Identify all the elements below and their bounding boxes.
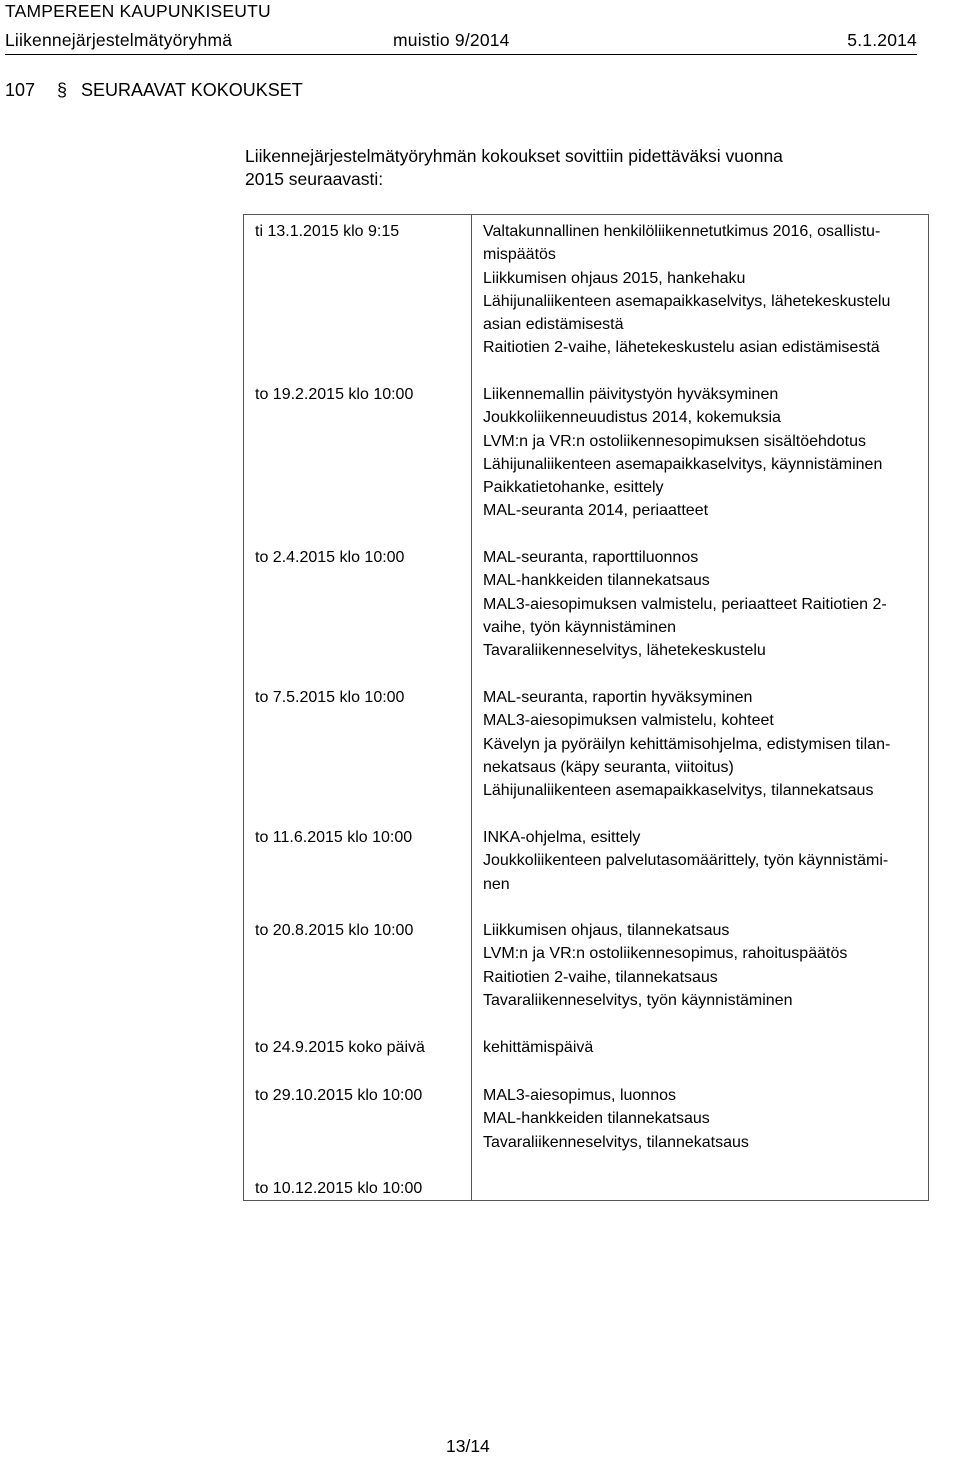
agenda-line: nen <box>483 875 510 893</box>
agenda-line: Tavaraliikenneselvitys, työn käynnistäminen <box>483 991 793 1009</box>
agenda-line: Kävelyn ja pyöräilyn kehittämisohjelma, edistymisen tilan- <box>483 735 891 753</box>
meeting-date: ti 13.1.2015 klo 9:15 <box>255 223 400 240</box>
agenda-line: vaihe, työn käynnistäminen <box>483 618 676 636</box>
agenda-line: nekatsaus (käpy seuranta, viitoitus) <box>483 758 734 776</box>
agenda-line: Liikennemallin päivitystyön hyväksyminen <box>483 386 779 403</box>
agenda-line: Lähijunaliikenteen asemapaikkaselvitys, lähetekeskustelu <box>483 292 891 310</box>
meeting-date: to 20.8.2015 klo 10:00 <box>255 922 414 939</box>
intro-line: Liikennejärjestelmätyöryhmän kokoukset sovittiin pidettäväksi vuonna <box>245 146 783 166</box>
header-date: 5.1.2014 <box>847 30 917 50</box>
column-divider <box>471 215 472 1200</box>
meeting-date: to 11.6.2015 klo 10:00 <box>255 829 413 846</box>
header-organization: TAMPEREEN KAUPUNKISEUTU <box>5 1 271 21</box>
intro-line: 2015 seuraavasti: <box>245 169 384 189</box>
agenda-line: Lähijunaliikenteen asemapaikkaselvitys, käynnistäminen <box>483 455 883 473</box>
page-number: 13/14 <box>446 1436 490 1456</box>
section-title: SEURAAVAT KOKOUKSET <box>81 80 303 100</box>
meeting-agenda <box>483 1036 923 1059</box>
agenda-line: Paikkatietohanke, esittely <box>483 479 664 497</box>
meeting-date: to 7.5.2015 klo 10:00 <box>255 689 405 706</box>
meeting-date: to 29.10.2015 klo 10:00 <box>255 1087 423 1104</box>
meeting-date: to 2.4.2015 klo 10:00 <box>255 549 405 566</box>
agenda-line: Liikkumisen ohjaus 2015, hankehaku <box>483 269 746 287</box>
agenda-line: MAL-seuranta, raporttiluonnos <box>483 549 699 566</box>
agenda-line: kehittämispäivä <box>483 1039 594 1056</box>
agenda-line: asian edistämisestä <box>483 316 624 334</box>
agenda-line: Liikkumisen ohjaus, tilannekatsaus <box>483 922 730 939</box>
agenda-line: Lähijunaliikenteen asemapaikkaselvitys, tilannekatsaus <box>483 782 874 800</box>
agenda-line: MAL-seuranta, raportin hyväksyminen <box>483 689 753 706</box>
meeting-agenda <box>483 686 923 802</box>
header-line <box>5 30 917 55</box>
meeting-date: to 19.2.2015 klo 10:00 <box>255 386 414 403</box>
agenda-line: LVM:n ja VR:n ostoliikennesopimuksen sisältöehdotus <box>483 432 867 450</box>
agenda-line: INKA-ohjelma, esittely <box>483 829 641 846</box>
agenda-line: Tavaraliikenneselvitys, tilannekatsaus <box>483 1133 749 1151</box>
agenda-line: LVM:n ja VR:n ostoliikennesopimus, rahoituspäätös <box>483 945 848 963</box>
meeting-agenda <box>483 826 923 896</box>
meeting-date: to 10.12.2015 klo 10:00 <box>255 1180 423 1197</box>
agenda-line: MAL3-aiesopimuksen valmistelu, periaatteet Raitiotien 2- <box>483 595 887 613</box>
agenda-line: Raitiotien 2-vaihe, lähetekeskustelu asian edistämisestä <box>483 339 880 357</box>
agenda-line: MAL-seuranta 2014, periaatteet <box>483 502 709 520</box>
meeting-date: to 24.9.2015 koko päivä <box>255 1039 425 1056</box>
meeting-agenda <box>483 220 923 360</box>
agenda-line: Joukkoliikenneuudistus 2014, kokemuksia <box>483 409 781 427</box>
meeting-agenda <box>483 919 923 1012</box>
agenda-line: MAL3-aiesopimuksen valmistelu, kohteet <box>483 712 774 730</box>
meeting-schedule-table <box>243 214 929 1201</box>
agenda-line: Raitiotien 2-vaihe, tilannekatsaus <box>483 968 718 986</box>
header-memo: muistio 9/2014 <box>393 30 510 50</box>
agenda-line: MAL3-aiesopimus, luonnos <box>483 1087 676 1104</box>
meeting-agenda <box>483 546 923 662</box>
section-number: 107 <box>5 80 36 100</box>
agenda-line: Tavaraliikenneselvitys, lähetekeskustelu <box>483 642 766 660</box>
meeting-agenda <box>483 383 923 523</box>
meeting-agenda <box>483 1084 923 1154</box>
intro-paragraph <box>245 145 925 191</box>
agenda-line: Joukkoliikenteen palvelutasomäärittely, työn käynnistämi- <box>483 852 889 870</box>
section-heading <box>5 80 303 101</box>
section-sign: § <box>57 80 68 100</box>
agenda-line: MAL-hankkeiden tilannekatsaus <box>483 572 710 590</box>
header-group: Liikennejärjestelmätyöryhmä <box>5 30 233 50</box>
agenda-line: mispäätös <box>483 246 556 264</box>
agenda-line: MAL-hankkeiden tilannekatsaus <box>483 1110 710 1128</box>
agenda-line: Valtakunnallinen henkilöliikennetutkimus 2016, osallistu- <box>483 223 881 240</box>
